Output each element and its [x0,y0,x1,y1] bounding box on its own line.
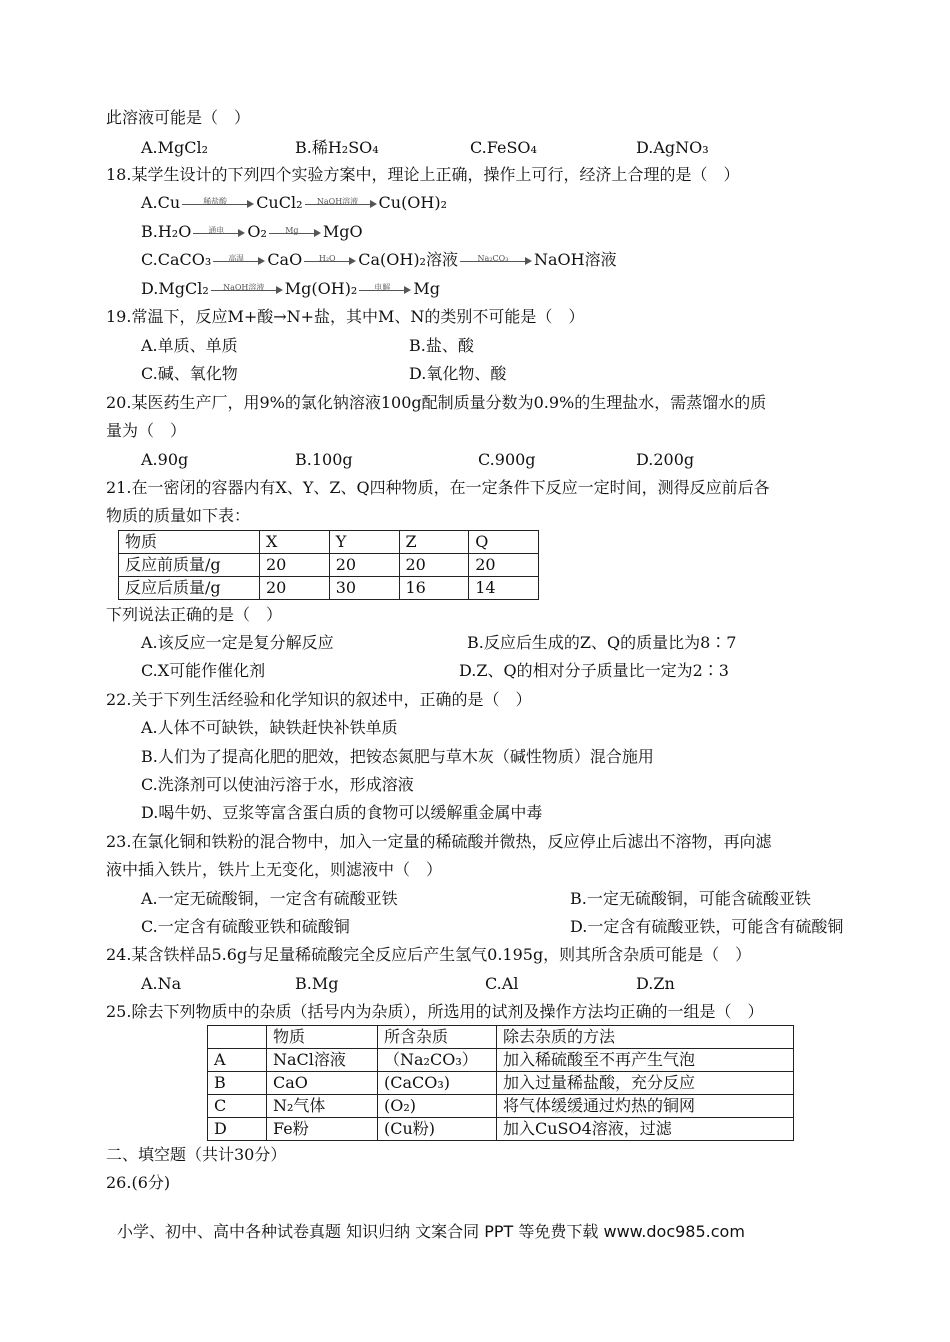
q23-option-a: A.一定无硫酸铜，一定含有硫酸亚铁 [141,889,398,908]
q24-option-c: C.Al [485,974,519,993]
table-cell: 所含杂质 [378,1026,497,1049]
q18-b-intermediate: O₂ [247,222,267,241]
table-cell: Q [469,531,539,554]
q22-option-a: A.人体不可缺铁，缺铁赶快补铁单质 [141,718,398,737]
table-cell: NaCl溶液 [267,1049,378,1072]
table-cell: （Na₂CO₃） [378,1049,497,1072]
q18-d-product: Mg [413,279,440,298]
q21-option-c: C.X可能作催化剂 [141,661,266,680]
table-row [119,531,539,554]
table-row [208,1072,794,1095]
table-cell: 14 [469,577,539,600]
q18-b-reactant: B.H₂O [141,222,192,241]
q23-stem-line2: 液中插入铁片，铁片上无变化，则滤液中（ ） [106,860,443,879]
q18-a-intermediate: CuCl₂ [256,193,303,212]
q24-option-d: D.Zn [636,974,675,993]
section-heading: 二、填空题（共计30分） [106,1145,287,1164]
table-cell: A [208,1049,267,1072]
q21-option-a: A.该反应一定是复分解反应 [141,633,334,652]
table-cell: 20 [469,554,539,577]
table-row [119,554,539,577]
table-cell: CaO [267,1072,378,1095]
table-cell: Y [329,531,399,554]
q17-option-d: D.AgNO₃ [636,138,709,157]
table-row [208,1026,794,1049]
table-cell: B [208,1072,267,1095]
q18-a-reactant: A.Cu [141,193,181,212]
reaction-arrow: 通电 [191,221,247,243]
q25-purification-table [207,1025,794,1141]
q22-option-b: B.人们为了提高化肥的肥效，把铵态氮肥与草木灰（碱性物质）混合施用 [141,747,654,766]
q18-c-step3: Ca(OH)₂溶液 [358,250,458,269]
q23-option-d: D.一定含有硫酸亚铁，可能含有硫酸铜 [570,917,844,936]
table-cell: 20 [399,554,469,577]
q18-option-d [141,278,440,300]
q18-c-product: NaOH溶液 [533,250,617,269]
q20-option-d: D.200g [636,450,695,469]
q23-option-b: B.一定无硫酸铜，可能含硫酸亚铁 [570,889,811,908]
table-cell: 物质 [267,1026,378,1049]
q18-d-intermediate: Mg(OH)₂ [284,279,358,298]
q18-b-product: MgO [322,222,363,241]
q21-stem-line2: 物质的质量如下表： [106,506,251,525]
q17-option-a: A.MgCl₂ [141,138,209,157]
table-cell: 30 [329,577,399,600]
reaction-arrow: 稀盐酸 [180,192,256,214]
table-row [208,1118,794,1141]
table-cell: D [208,1118,267,1141]
q21-option-b: B.反应后生成的Z、Q的质量比为8∶7 [467,633,737,652]
table-cell: 加入稀硫酸至不再产生气泡 [497,1049,794,1072]
q20-stem-line1: 20.某医药生产厂，用9%的氯化钠溶液100g配制质量分数为0.9%的生理盐水，需蒸馏水的质 [106,393,767,412]
q17-option-c: C.FeSO₄ [470,138,537,157]
q19-option-a: A.单质、单质 [141,336,238,355]
q24-option-b: B.Mg [295,974,339,993]
table-cell: Fe粉 [267,1118,378,1141]
table-cell: 除去杂质的方法 [497,1026,794,1049]
q18-option-c [141,249,617,271]
table-cell: 20 [329,554,399,577]
q24-option-a: A.Na [141,974,182,993]
table-cell: 将气体缓缓通过灼热的铜网 [497,1095,794,1118]
table-cell: 加入过量稀盐酸，充分反应 [497,1072,794,1095]
table-row [119,577,539,600]
q21-follow: 下列说法正确的是（ ） [106,605,283,624]
reaction-arrow: H₂O [302,249,358,271]
q21-stem-line1: 21.在一密闭的容器内有X、Y、Z、Q四种物质，在一定条件下反应一定时间，测得反应前后各 [106,478,770,497]
q18-option-a [141,192,447,214]
table-cell: 反应后质量/g [119,577,260,600]
q20-option-b: B.100g [295,450,353,469]
q22-stem: 22.关于下列生活经验和化学知识的叙述中，正确的是（ ） [106,690,532,709]
reaction-arrow: NaOH溶液 [303,192,379,214]
table-row [208,1049,794,1072]
table-cell: 加入CuSO4溶液，过滤 [497,1118,794,1141]
table-row [208,1095,794,1118]
q22-option-d: D.喝牛奶、豆浆等富含蛋白质的食物可以缓解重金属中毒 [141,803,543,822]
q18-option-b [141,221,363,243]
q20-option-c: C.900g [478,450,536,469]
reaction-arrow: 电解 [357,278,413,300]
q18-c-step2: CaO [267,250,303,269]
q19-option-d: D.氧化物、酸 [409,364,507,383]
q25-stem: 25.除去下列物质中的杂质（括号内为杂质），所选用的试剂及操作方法均正确的一组是（ ） [106,1002,764,1021]
q23-stem-line1: 23.在氯化铜和铁粉的混合物中，加入一定量的稀硫酸并微热，反应停止后滤出不溶物，再向滤 [106,832,772,851]
reaction-arrow: Na₂CO₃ [458,249,534,271]
q23-option-c: C.一定含有硫酸亚铁和硫酸铜 [141,917,350,936]
table-cell: 16 [399,577,469,600]
reaction-arrow: NaOH溶液 [209,278,285,300]
q18-a-product: Cu(OH)₂ [378,193,448,212]
table-cell [208,1026,267,1049]
q24-stem: 24.某含铁样品5.6g与足量稀硫酸完全反应后产生氢气0.195g，则其所含杂质可能是（ ） [106,945,752,964]
q18-c-reactant: C.CaCO₃ [141,250,212,269]
q18-d-reactant: D.MgCl₂ [141,279,209,298]
page-footer: 小学、初中、高中各种试卷真题 知识归纳 文案合同 PPT 等免费下载 www.doc985.com [117,1222,745,1241]
table-cell: X [260,531,330,554]
q19-option-c: C.碱、氧化物 [141,364,238,383]
q20-option-a: A.90g [141,450,189,469]
table-cell: (Cu粉) [378,1118,497,1141]
q21-option-d: D.Z、Q的相对分子质量比一定为2∶3 [459,661,729,680]
table-cell: 20 [260,554,330,577]
q19-stem: 19.常温下，反应M+酸→N+盐，其中M、N的类别不可能是（ ） [106,307,585,326]
table-cell: 物质 [119,531,260,554]
q20-stem-line2: 量为（ ） [106,421,187,440]
q17-option-b: B.稀H₂SO₄ [295,138,379,157]
table-cell: 20 [260,577,330,600]
reaction-arrow: 高温 [211,249,267,271]
table-cell: (O₂) [378,1095,497,1118]
table-cell: (CaCO₃) [378,1072,497,1095]
table-cell: C [208,1095,267,1118]
q21-mass-table [118,530,539,600]
q19-option-b: B.盐、酸 [409,336,474,355]
table-cell: 反应前质量/g [119,554,260,577]
q18-stem: 18.某学生设计的下列四个实验方案中，理论上正确，操作上可行，经济上合理的是（ ） [106,165,740,184]
table-cell: N₂气体 [267,1095,378,1118]
q26-stem: 26.(6分) [106,1173,171,1192]
q17-stem-tail: 此溶液可能是（ ） [106,108,251,127]
table-cell: Z [399,531,469,554]
q22-option-c: C.洗涤剂可以使油污溶于水，形成溶液 [141,775,414,794]
reaction-arrow: Mg [267,221,323,243]
